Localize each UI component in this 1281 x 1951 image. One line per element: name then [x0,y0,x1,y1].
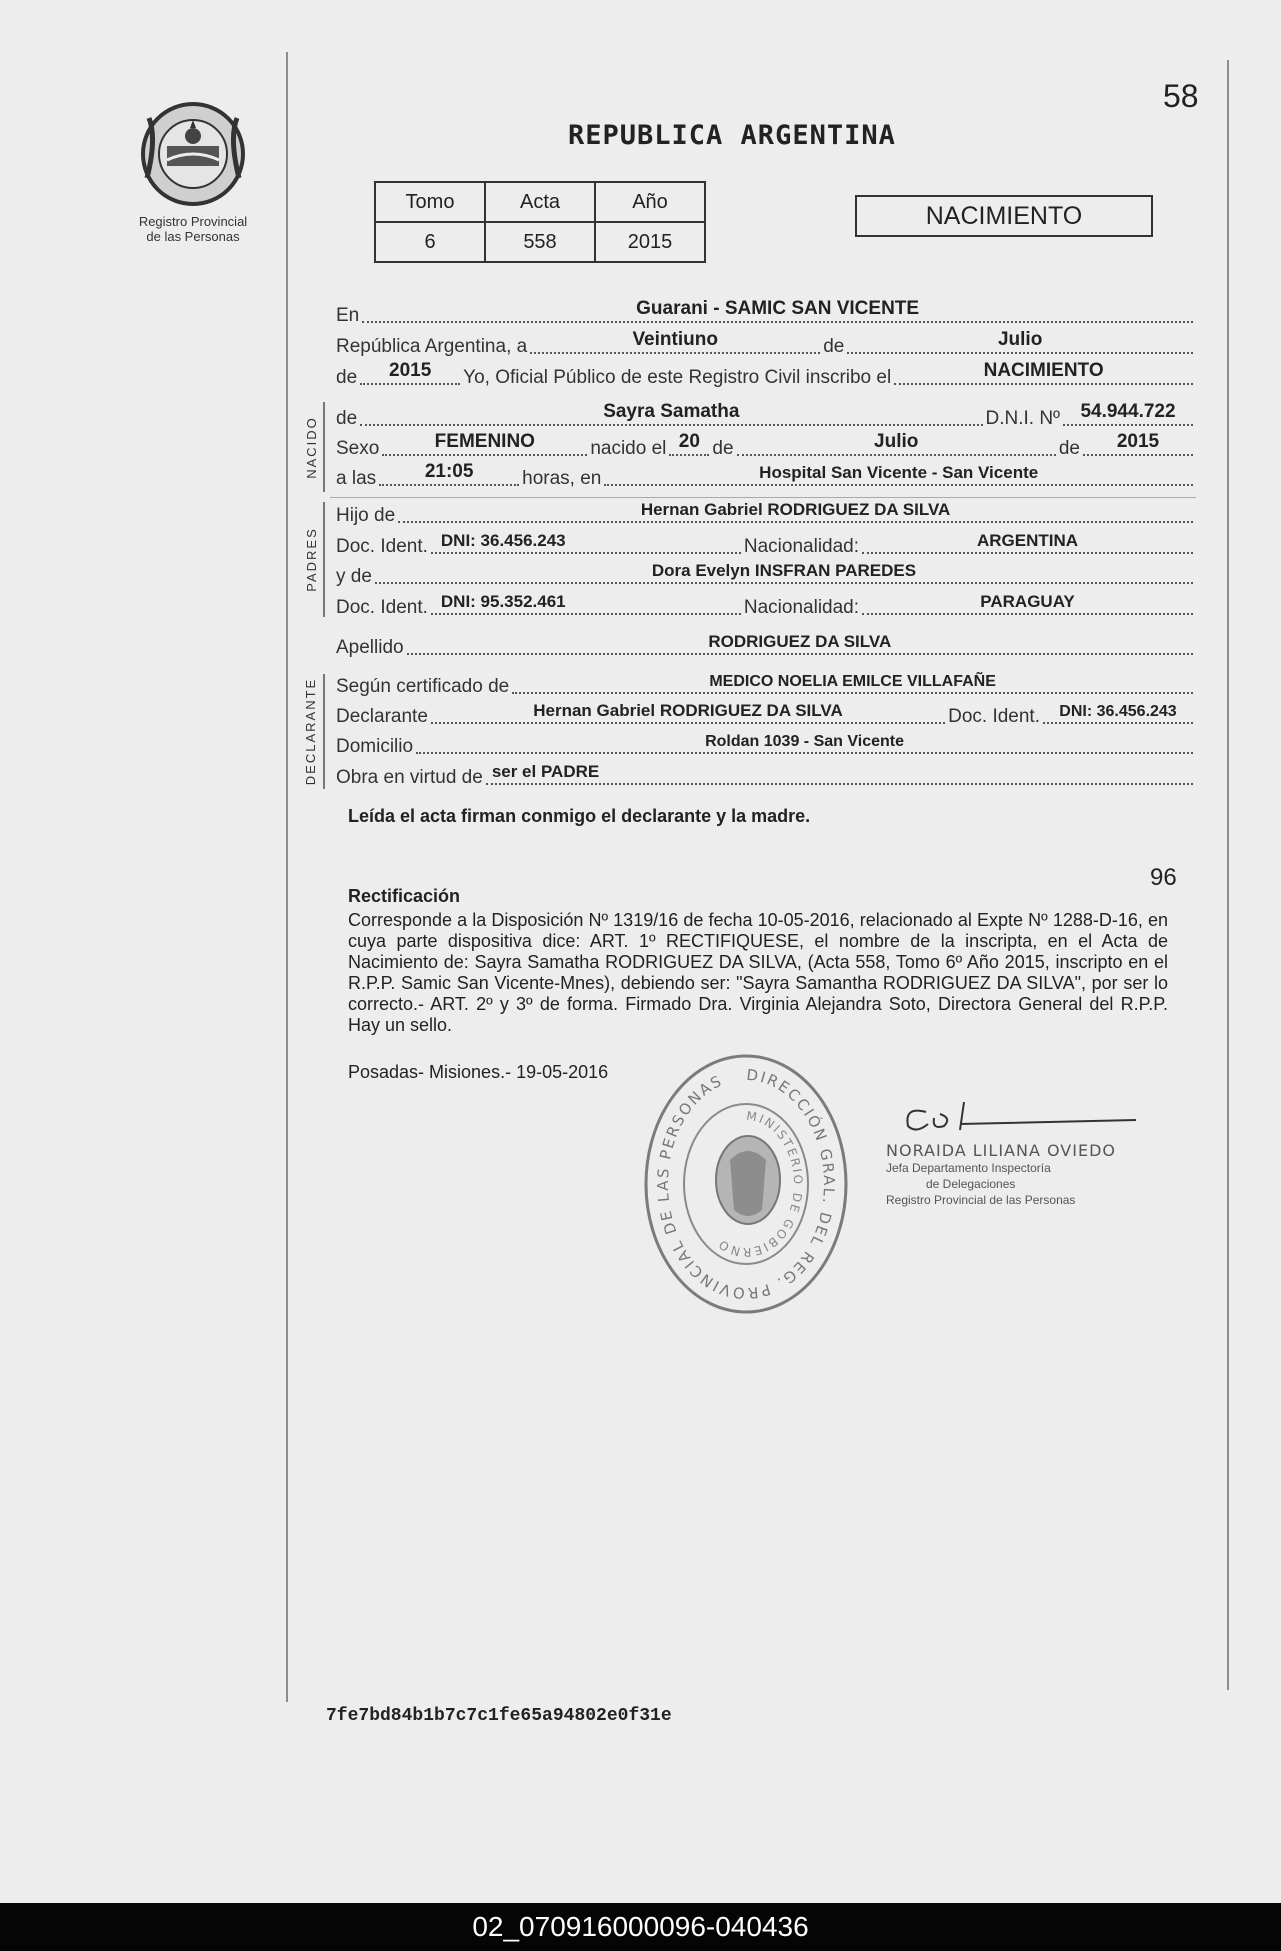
hijo-de-label: Hijo de [336,505,396,526]
rectification-title: Rectificación [348,886,461,906]
birth-de2-label: de [1058,438,1080,459]
father-nationality-value: ARGENTINA [976,531,1079,550]
nacido-el-label: nacido el [590,438,667,459]
father-name-row [336,500,1196,528]
father-doc-value: DNI: 36.456.243 [440,531,566,550]
ano-header: Año [595,182,705,222]
rectification-number: 96 [1150,864,1177,891]
declarante-doc-label: Doc. Ident. [948,706,1040,727]
nacido-time-row [336,463,1196,491]
nacido-section-bar [323,402,325,492]
birth-month-value: Julio [874,431,919,452]
mother-doc-row [336,592,1196,620]
footer-id-bar: 02_070916000096-040436 [0,1903,1281,1951]
acta-header: Acta [485,182,595,222]
birth-time-value: 21:05 [424,461,474,482]
nacido-section-label: NACIDO [303,415,319,479]
de-year-label: de [336,367,358,388]
dni-label: D.N.I. Nº [985,408,1060,429]
coat-of-arms-icon [137,98,249,210]
certificado-value: MEDICO NOELIA EMILCE VILLAFAÑE [709,673,996,690]
obra-label: Obra en virtud de [336,767,483,788]
record-type-value: NACIMIENTO [983,360,1104,381]
signer-name: NORAIDA LILIANA OVIEDO [886,1141,1116,1160]
tomo-value: 6 [375,222,485,262]
divider [330,497,1196,498]
acta-value: 558 [485,222,595,262]
mother-name-row [336,561,1196,589]
republic-label: República Argentina, a [336,336,528,357]
birth-place-value: Hospital San Vicente - San Vicente [759,463,1039,482]
y-de-label: y de [336,566,372,587]
signer-title-2: de Delegaciones [926,1177,1016,1191]
provincial-seal [128,98,258,244]
agency-name-line1: Registro Provincial [138,214,248,229]
official-text: Yo, Oficial Público de este Registro Civil inscribo el [463,367,892,388]
obra-value: ser el PADRE [491,762,600,781]
apellido-row [336,632,1196,660]
closing-statement: Leída el acta firman conmigo el declarante y la madre. [348,806,811,826]
padres-section-bar [323,502,325,617]
declarante-section-label: DECLARANTE [303,677,319,786]
horas-en-label: horas, en [522,468,602,489]
country-title: REPUBLICA ARGENTINA [568,120,896,151]
intro-place-row [336,300,1196,328]
signature-block [886,1100,1146,1208]
domicilio-value: Roldan 1039 - San Vicente [705,733,904,750]
birth-day-value: 20 [678,431,700,452]
register-table [374,181,706,263]
declarante-doc-value: DNI: 36.456.243 [1059,703,1177,720]
declarante-section-bar [323,674,325,789]
agency-name-line2: de las Personas [146,229,240,244]
father-doc-label: Doc. Ident. [336,536,428,557]
rectification-place-date: Posadas- Misiones.- 19-05-2016 [348,1062,609,1082]
child-name-value: Sayra Samatha [603,401,740,422]
en-label: En [336,305,360,326]
padres-section-label: PADRES [303,527,319,592]
domicilio-row [336,731,1196,759]
certificado-row [336,671,1196,699]
page-number: 58 [1163,78,1199,114]
apellido-value: RODRIGUEZ DA SILVA [708,632,892,651]
mother-doc-value: DNI: 95.352.461 [440,592,566,611]
intro-year-row [336,362,1196,390]
stamp-icon [638,1050,854,1320]
signer-title-3: Registro Provincial de las Personas [886,1193,1076,1207]
day-words-value: Veintiuno [632,329,718,350]
tomo-header: Tomo [375,182,485,222]
stamp-inner-text: MINISTERIO DE GOBIERNO [714,1108,806,1260]
rectification-body: Corresponde a la Disposición Nº 1319/16 de fecha 10-05-2016, relacionado al Expte Nº 1288-D-16, en cuya parte dispositiva dice: ART. 1º RECTIFIQUESE, el nombre de la inscripta, en el Acta de Nacimiento de: Sayra Samatha RODRIGUEZ DA SILVA, (Acta 558, Tomo 6º Año 2015, inscripto en el R.P.P. Samic San Vicente-Mnes), debiendo ser: "Sayra Samantha RODRIGUEZ DA SILVA", por ser lo correcto.- ART. 2º y 3º de forma. Firmado Dra. Virginia Alejandra Soto, Directora General del R.P.P. Hay un sello. [348,910,1168,1035]
official-stamp [638,1050,854,1320]
father-nationality-label: Nacionalidad: [743,536,860,557]
mother-name-value: Dora Evelyn INSFRAN PAREDES [651,561,917,580]
declarante-label: Declarante [336,706,428,727]
mother-nationality-label: Nacionalidad: [743,597,860,618]
certificado-label: Según certificado de [336,676,510,697]
month-value: Julio [997,329,1043,350]
intro-date-row [336,331,1196,359]
sexo-label: Sexo [336,438,380,459]
left-margin-line [286,52,288,1702]
mother-nationality-value: PARAGUAY [980,592,1075,611]
year-value: 2015 [389,360,432,381]
birth-year-value: 2015 [1116,431,1160,452]
apellido-label: Apellido [336,637,404,658]
declarante-row [336,701,1196,729]
a-las-label: a las [336,468,377,489]
signer-title-1: Jefa Departamento Inspectoría [886,1161,1051,1175]
nacido-de-label: de [336,408,358,429]
father-name-value: Hernan Gabriel RODRIGUEZ DA SILVA [640,500,951,519]
place-value: Guarani - SAMIC SAN VICENTE [636,298,920,319]
right-margin-line [1227,60,1229,1690]
child-dni-value: 54.944.722 [1080,401,1176,422]
nacido-name-row [336,403,1196,431]
document-hash: 7fe7bd84b1b7c7c1fe65a94802e0f31e [326,1706,672,1726]
obra-row [336,762,1196,790]
domicilio-label: Domicilio [336,736,414,757]
mother-doc-label: Doc. Ident. [336,597,428,618]
record-type-box: NACIMIENTO [855,195,1153,237]
ano-value: 2015 [595,222,705,262]
signature-icon [886,1100,1146,1136]
nacido-birth-row [336,433,1196,461]
stamp-ring-text: DIRECCIÓN GRAL. DEL REG. PROVINCIAL DE LAS PERSONAS [653,1065,839,1303]
sexo-value: FEMENINO [434,431,535,452]
father-doc-row [336,531,1196,559]
birth-de-label: de [712,438,734,459]
declarante-value: Hernan Gabriel RODRIGUEZ DA SILVA [533,701,843,720]
de-label: de [823,336,845,357]
